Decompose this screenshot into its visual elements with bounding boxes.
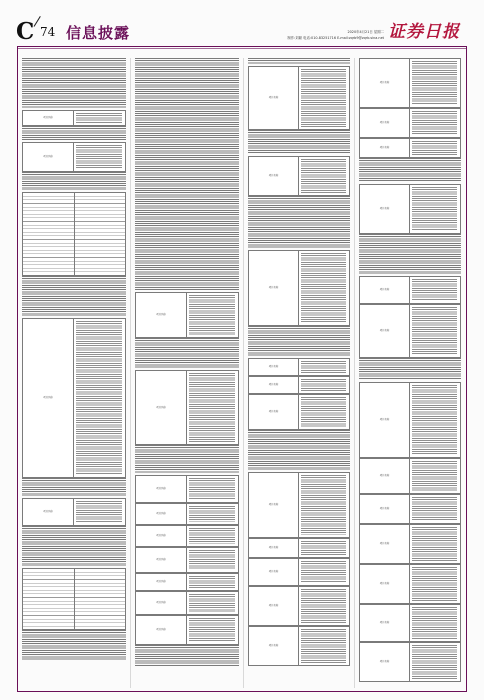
announcement-paragraph [248,326,350,356]
table-column-rule [298,67,299,129]
announcement-paragraph [359,158,461,182]
announcement-paragraph [22,172,126,190]
disclosure-table [359,276,461,304]
disclosure-table [135,573,239,591]
table-column-rule [186,371,187,444]
page-number: 74 [40,25,56,39]
header-rule-thin [17,48,467,49]
disclosure-table [135,525,239,547]
table-text-cell [189,478,235,500]
table-label-cell: 项目名称 [379,542,390,545]
table-column-rule [409,59,410,107]
table-label-cell: 项目名称 [268,570,279,573]
disclosure-table [359,564,461,604]
disclosure-table [359,604,461,642]
bottom-frame-rule [17,691,467,692]
disclosure-table [135,591,239,615]
disclosure-table [248,538,350,558]
disclosure-table [135,292,239,338]
disclosure-table [248,472,350,538]
table-column-rule [409,305,410,357]
table-text-cell [76,501,122,523]
table-column-rule [409,605,410,641]
data-table [22,192,126,276]
table-column-rule [73,143,74,171]
table-column-rule [409,139,410,157]
table-label-cell: 项目名称 [43,396,53,399]
announcement-column [133,58,241,688]
table-text-cell [189,550,235,570]
table-column-rule [409,565,410,603]
announcement-paragraph [248,430,350,470]
table-text-cell [301,397,346,427]
announcement-paragraph [359,234,461,274]
header-rule [17,46,467,47]
table-text-cell [189,295,235,335]
announcement-paragraph [248,196,350,248]
disclosure-table [359,494,461,524]
issue-date: 2020年4月21日 星期二 [347,30,384,34]
table-label-cell: 项目名称 [43,116,53,119]
page-letter: C [16,18,35,45]
disclosure-table [135,475,239,503]
announcement-paragraph [22,478,126,496]
table-label-cell: 项目名称 [156,580,166,583]
table-column-rule [186,592,187,614]
table-column-rule [186,293,187,337]
table-column-rule [298,359,299,375]
disclosure-table [248,250,350,326]
table-column-rule [186,616,187,644]
table-label-cell: 项目名称 [268,503,279,506]
right-frame-rule [466,46,467,692]
table-text-cell [412,527,457,561]
table-column-rule [298,587,299,625]
table-column-rule [409,459,410,493]
disclosure-table [359,108,461,138]
table-column-rule [186,548,187,572]
table-label-cell: 项目名称 [156,628,166,631]
disclosure-table [135,503,239,525]
table-text-cell [189,618,235,642]
disclosure-table [135,547,239,573]
editor-contact: 制作:刘颖 电话:010-83251716 E-mail:zqrb9@zqrb.sina.net [287,36,384,40]
newspaper-logo: 证券日报 [388,22,460,42]
table-column-rule [409,109,410,137]
table-label-cell: 项目名称 [156,534,166,537]
disclosure-table [359,304,461,358]
table-text-cell [412,61,457,105]
table-column-rule [73,319,74,477]
page-header [0,0,484,50]
announcement-paragraph [135,58,239,290]
announcement-paragraph [135,338,239,368]
section-title: 信息披露 [66,24,131,42]
table-label-cell: 项目名称 [379,146,390,149]
table-label-cell: 项目名称 [268,174,279,177]
disclosure-table [22,498,126,526]
disclosure-table [359,524,461,564]
table-column-rule [409,643,410,681]
table-text-cell [76,145,122,169]
table-text-cell [189,373,235,442]
disclosure-table [359,458,461,494]
announcement-column [357,58,463,688]
disclosure-table [22,318,126,478]
data-table [22,568,126,630]
table-text-cell [412,385,457,455]
table-text-cell [76,113,122,123]
table-column-rule [298,627,299,665]
table-label-cell: 项目名称 [379,288,390,291]
disclosure-table [248,586,350,626]
table-label-cell: 项目名称 [156,487,166,490]
announcement-column [20,58,128,688]
table-label-cell: 项目名称 [268,546,279,549]
disclosure-table [248,558,350,586]
table-text-cell [301,159,346,193]
table-text-cell [412,141,457,155]
table-text-cell [412,111,457,135]
table-column-rule [409,277,410,303]
disclosure-table [248,394,350,430]
table-text-cell [301,541,346,555]
table-label-cell: 项目名称 [156,313,166,316]
table-text-cell [412,307,457,355]
table-column-rule [409,525,410,563]
table-text-cell [412,187,457,231]
table-label-cell: 项目名称 [379,474,390,477]
left-frame-rule [17,46,18,692]
table-text-cell [412,497,457,521]
table-label-cell: 项目名称 [156,558,166,561]
announcement-paragraph [22,630,126,660]
table-column-rule [186,574,187,590]
table-text-cell [412,645,457,679]
announcement-paragraph [248,58,350,64]
table-label-cell: 项目名称 [268,96,279,99]
table-label-cell: 项目名称 [268,286,279,289]
table-text-cell [189,576,235,588]
disclosure-table [22,110,126,126]
table-column-rule [298,473,299,537]
disclosure-table [22,142,126,172]
disclosure-table [248,358,350,376]
table-label-cell: 项目名称 [156,405,166,409]
announcement-paragraph [359,358,461,380]
disclosure-table [135,615,239,645]
announcement-column [246,58,352,688]
table-text-cell [301,561,346,583]
disclosure-table [248,66,350,130]
table-text-cell [301,379,346,391]
announcement-paragraph [22,276,126,316]
announcement-paragraph [22,126,126,140]
disclosure-table [248,376,350,394]
table-column-rule [186,504,187,524]
table-text-cell [412,279,457,301]
table-text-cell [189,528,235,544]
table-column-rule [298,251,299,325]
table-label-cell: 项目名称 [43,155,53,158]
table-label-cell: 项目名称 [156,601,166,604]
disclosure-table [359,58,461,108]
table-column-rule [298,377,299,393]
table-label-cell: 项目名称 [379,418,390,421]
table-label-cell: 项目名称 [379,621,390,624]
announcement-paragraph [135,645,239,667]
table-column-rule [186,526,187,546]
table-column-rule [73,111,74,125]
table-label-cell: 项目名称 [156,512,166,515]
table-text-cell [189,506,235,522]
table-text-cell [412,567,457,601]
table-text-cell [412,461,457,491]
table-column-rule [409,383,410,457]
table-label-cell: 项目名称 [268,383,279,386]
table-column-rule [73,499,74,525]
table-label-cell: 项目名称 [43,510,53,513]
column-divider [354,58,355,688]
table-column-rule [298,539,299,557]
table-label-cell: 项目名称 [268,644,279,647]
table-column-rule [298,157,299,195]
table-column-rule [298,559,299,585]
table-text-cell [76,321,122,475]
table-label-cell: 项目名称 [379,121,390,124]
table-label-cell: 项目名称 [379,507,390,510]
table-label-cell: 项目名称 [268,410,279,413]
table-text-cell [301,589,346,623]
table-label-cell: 项目名称 [379,660,390,663]
table-column-rule [409,495,410,523]
column-divider [130,58,131,688]
column-divider [243,58,244,688]
announcement-paragraph [135,445,239,473]
table-label-cell: 项目名称 [379,582,390,585]
table-label-cell: 项目名称 [379,207,390,210]
disclosure-table [359,642,461,682]
table-column-rule [74,569,75,629]
announcement-paragraph [22,526,126,566]
table-column-rule [186,476,187,502]
table-text-cell [301,253,346,323]
disclosure-table [135,370,239,445]
table-text-cell [301,361,346,373]
table-text-cell [301,629,346,663]
table-column-rule [409,185,410,233]
table-text-cell [301,475,346,535]
table-label-cell: 项目名称 [379,329,390,332]
announcement-paragraph [22,58,126,108]
announcement-paragraph [248,130,350,154]
disclosure-table [248,626,350,666]
table-column-rule [298,395,299,429]
table-label-cell: 项目名称 [379,81,390,84]
disclosure-table [359,382,461,458]
table-label-cell: 项目名称 [268,365,279,368]
table-column-rule [74,193,75,275]
disclosure-table [359,184,461,234]
disclosure-table [248,156,350,196]
table-text-cell [412,607,457,639]
table-text-cell [189,594,235,612]
table-text-cell [301,69,346,127]
disclosure-table [359,138,461,158]
table-label-cell: 项目名称 [268,604,279,607]
